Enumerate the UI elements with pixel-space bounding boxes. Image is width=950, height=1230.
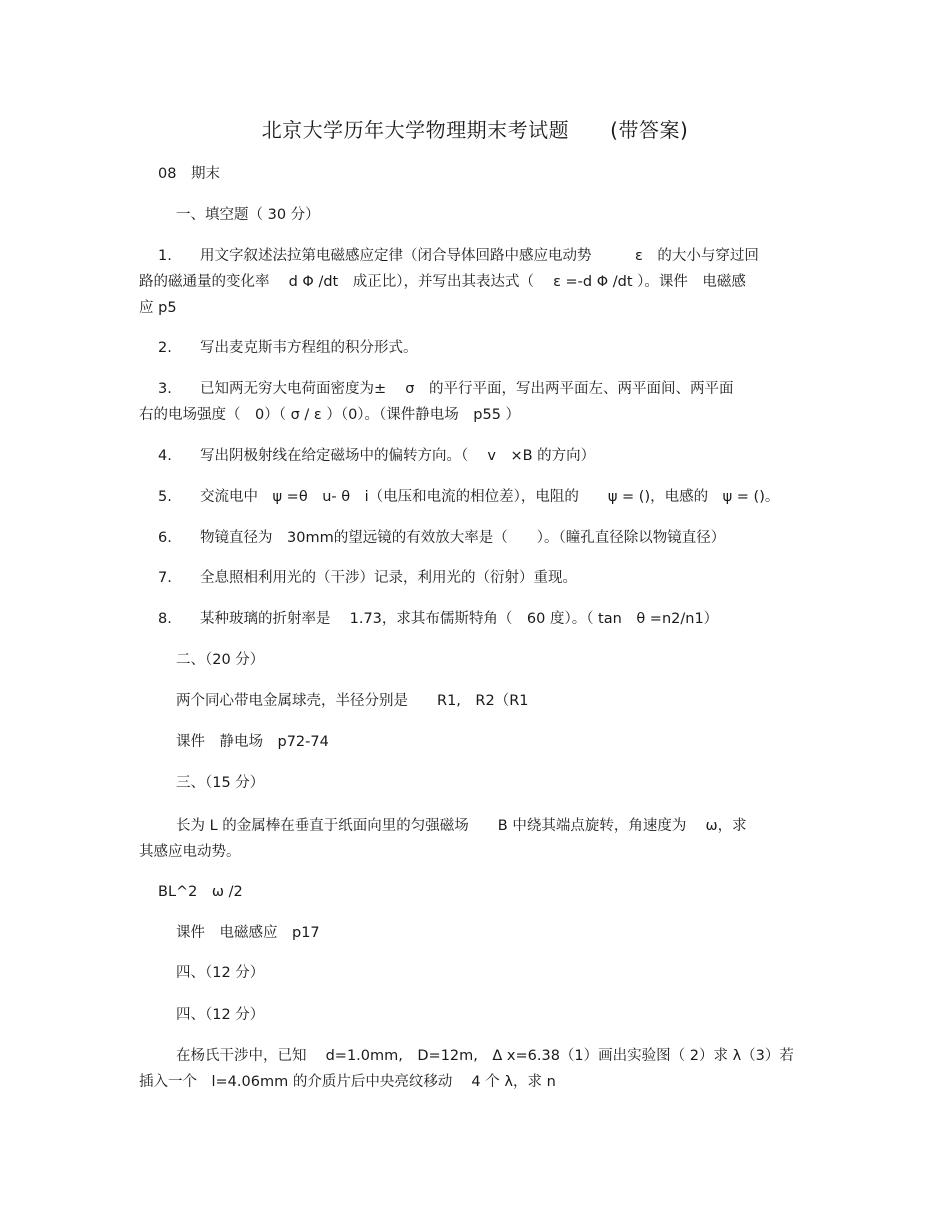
section-3-heading: 三、（15 分） xyxy=(176,775,265,791)
section-1-heading: 一、填空题（ 30 分） xyxy=(176,207,320,223)
section-2-heading: 二、（20 分） xyxy=(176,652,265,668)
question-text: 写出阴极射线在给定磁场中的偏转方向。（ v ×B 的方向） xyxy=(200,448,596,464)
section-4-body-continued: 插入一个 l=4.06mm 的介质片后中央亮纹移动 4 个 λ，求 n xyxy=(139,1074,556,1090)
question-number: 7. xyxy=(158,570,172,586)
exam-label: 08 期末 xyxy=(158,166,220,182)
question-text: 交流电中 ψ =θ u- θ i（电压和电流的相位差），电阻的 ψ = ()，电感的 ψ = ()。 xyxy=(200,489,780,505)
question-number: 4. xyxy=(158,448,172,464)
section-3-body-continued: 其感应电动势。 xyxy=(139,844,241,860)
section-4-heading-repeat: 四、（12 分） xyxy=(176,1007,265,1023)
question-number: 6. xyxy=(158,530,172,546)
question-text: 用文字叙述法拉第电磁感应定律（闭合导体回路中感应电动势 ε 的大小与穿过回 xyxy=(200,248,759,264)
section-3-body: 长为 L 的金属棒在垂直于纸面向里的匀强磁场 B 中绕其端点旋转，角速度为 ω，求 xyxy=(176,818,747,834)
section-4-heading: 四、（12 分） xyxy=(176,965,265,981)
question-text-continued: 右的电场强度（ 0）（ σ / ε ）（0）。（课件静电场 p55 ） xyxy=(139,407,521,423)
question-text: 已知两无穷大电荷面密度为± σ 的平行平面，写出两平面左、两平面间、两平面 xyxy=(200,381,734,397)
question-text: 写出麦克斯韦方程组的积分形式。 xyxy=(200,340,418,356)
section-2-body: 两个同心带电金属球壳，半径分别是 R1, R2（R1 xyxy=(176,693,529,709)
question-text: 某种玻璃的折射率是 1.73，求其布儒斯特角（ 60 度）。（ tan θ =n2/n1） xyxy=(200,611,719,627)
question-number: 8. xyxy=(158,611,172,627)
question-number: 5. xyxy=(158,489,172,505)
section-3-answer: BL^2 ω /2 xyxy=(158,884,243,900)
question-number: 2. xyxy=(158,340,172,356)
section-4-body: 在杨氏干涉中，已知 d=1.0mm, D=12m, Δ x=6.38（1）画出实验图（ 2）求 λ（3）若 xyxy=(176,1048,794,1064)
question-number: 1. xyxy=(158,248,172,264)
question-text: 全息照相利用光的（干涉）记录，利用光的（衍射）重现。 xyxy=(200,570,577,586)
question-text: 物镜直径为 30mm的望远镜的有效放大率是（ ）。（瞳孔直径除以物镜直径） xyxy=(200,530,726,546)
section-2-reference: 课件 静电场 p72-74 xyxy=(176,734,329,750)
question-text-continued: 路的磁通量的变化率 d Φ /dt 成正比），并写出其表达式（ ε =-d Φ /dt ）。课件 电磁感 xyxy=(139,274,746,290)
question-number: 3. xyxy=(158,381,172,397)
section-3-reference: 课件 电磁感应 p17 xyxy=(176,925,320,941)
page-title: 北京大学历年大学物理期末考试题 (带答案) xyxy=(261,118,689,142)
question-text-continued: 应 p5 xyxy=(139,300,177,316)
